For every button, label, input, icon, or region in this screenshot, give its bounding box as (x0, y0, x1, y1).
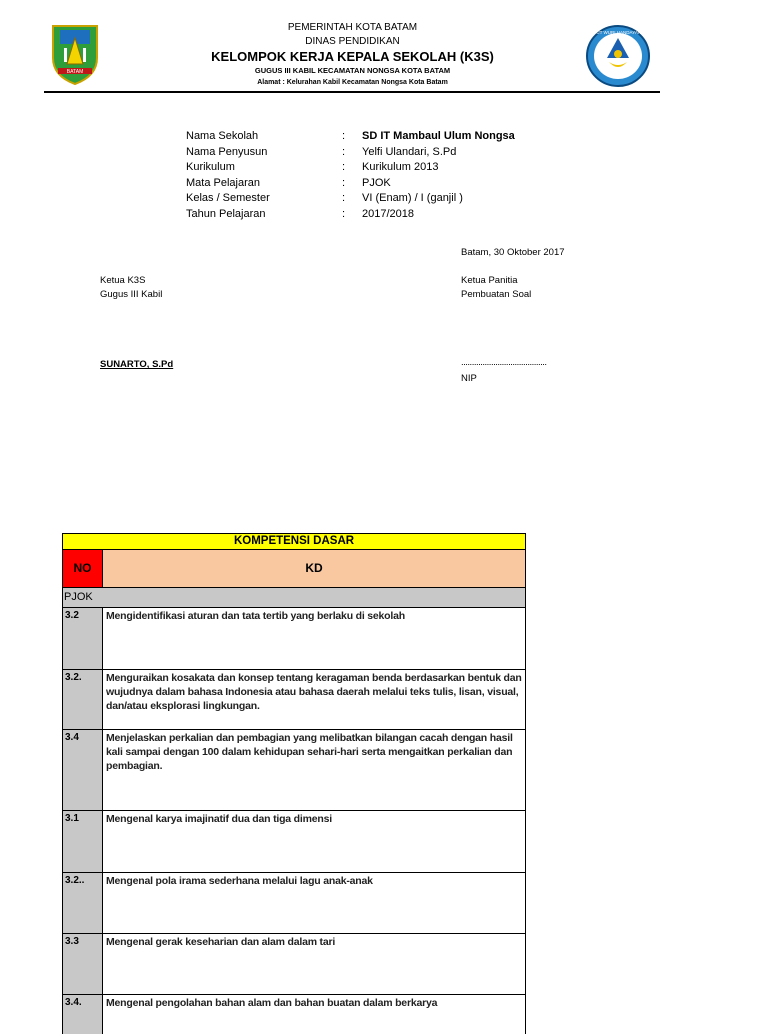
info-row-curriculum (186, 160, 515, 176)
letterhead-department: DINAS PENDIDIKAN (305, 36, 400, 47)
info-label: Kelas / Semester (186, 192, 270, 204)
crest-text: BATAM (66, 69, 84, 75)
letterhead-address: Alamat : Kelurahan Kabil Kecamatan Nongsa Kota Batam (257, 79, 448, 86)
right-signer-nip: NIP (461, 373, 477, 384)
right-signer-title: Ketua Panitia (461, 275, 518, 286)
table-row (62, 729, 526, 810)
header-kd: KD (103, 550, 525, 587)
info-row-class (186, 191, 515, 207)
info-colon: : (342, 176, 346, 189)
letterhead-divider (44, 91, 660, 93)
row-text: Mengidentifikasi aturan dan tata tertib yang berlaku di sekolah (106, 610, 405, 622)
info-colon: : (342, 130, 346, 142)
row-number: 3.3 (63, 934, 103, 994)
tut-wuri-text: TUT WURI HANDAYANI (593, 30, 643, 35)
info-label: Nama Sekolah (186, 130, 259, 142)
row-text: Mengenal pengolahan bahan alam dan bahan buatan dalam berkarya (106, 997, 438, 1009)
row-text: Mengenal pola irama sederhana melalui lagu anak-anak (106, 875, 373, 887)
batam-crest-logo (50, 24, 100, 86)
tut-wuri-handayani-logo (585, 24, 651, 88)
table-row (62, 607, 526, 669)
right-signer-subtitle: Pembuatan Soal (461, 289, 532, 300)
competency-table (62, 533, 526, 1034)
place-date: Batam, 30 Oktober 2017 (461, 247, 565, 258)
info-value: Yelfi Ulandari, S.Pd (362, 145, 457, 158)
info-colon: : (342, 145, 346, 158)
row-number: 3.1 (63, 811, 103, 872)
table-row (62, 669, 526, 729)
left-signer-name: SUNARTO, S.Pd (100, 359, 174, 370)
right-signer-name-blank: ........................................ (461, 357, 547, 368)
info-value: PJOK (362, 176, 391, 189)
table-header (62, 550, 526, 588)
letterhead-government: PEMERINTAH KOTA BATAM (287, 22, 418, 33)
row-text: Menjelaskan perkalian dan pembagian yang melibatkan bilangan cacah dengan hasil kali sampai dengan 100 dalam kehidupan sehari-hari serta mengaitkan perkalian dan pembagian. (106, 732, 513, 772)
info-value: SD IT Mambaul Ulum Nongsa (362, 130, 515, 142)
subject-row: PJOK (62, 588, 526, 607)
row-text: Mengenal karya imajinatif dua dan tiga dimensi (106, 813, 332, 825)
info-colon: : (342, 207, 346, 220)
table-row (62, 810, 526, 872)
info-row-year (186, 207, 515, 223)
info-colon: : (342, 192, 346, 204)
info-row-author (186, 145, 515, 161)
letterhead-cluster: GUGUS III KABIL KECAMATAN NONGSA KOTA BATAM (254, 66, 451, 75)
info-value: Kurikulum 2013 (362, 161, 439, 173)
row-number: 3.2 (63, 608, 103, 669)
row-number: 3.2.. (63, 873, 103, 933)
header-no: NO (63, 550, 103, 587)
left-signer-subtitle: Gugus III Kabil (100, 289, 163, 300)
info-label: Mata Pelajaran (186, 176, 260, 189)
row-text: Menguraikan kosakata dan konsep tentang keragaman benda berdasarkan bentuk dan wujudnya dalam bahasa Indonesia atau bahasa daerah melalui teks tulis, lisan, visual, dan/atau eksplorasi lingkungan. (106, 672, 522, 712)
info-row-subject (186, 176, 515, 192)
letterhead-organization: KELOMPOK KERJA KEPALA SEKOLAH (K3S) (211, 49, 494, 64)
table-row (62, 994, 526, 1034)
table-title: KOMPETENSI DASAR (62, 533, 526, 550)
table-row (62, 933, 526, 994)
info-colon: : (342, 161, 346, 173)
row-number: 3.2. (63, 670, 103, 729)
info-label: Kurikulum (186, 161, 235, 173)
info-value: VI (Enam) / I (ganjil ) (362, 192, 463, 204)
table-row (62, 872, 526, 933)
left-signer-title: Ketua K3S (100, 275, 146, 286)
school-info (186, 129, 515, 222)
info-label: Tahun Pelajaran (186, 207, 266, 220)
row-text: Mengenal gerak keseharian dan alam dalam tari (106, 936, 336, 948)
row-number: 3.4 (63, 730, 103, 810)
info-label: Nama Penyusun (186, 145, 268, 158)
info-value: 2017/2018 (362, 207, 414, 220)
row-number: 3.4. (63, 995, 103, 1034)
info-row-school (186, 129, 515, 145)
